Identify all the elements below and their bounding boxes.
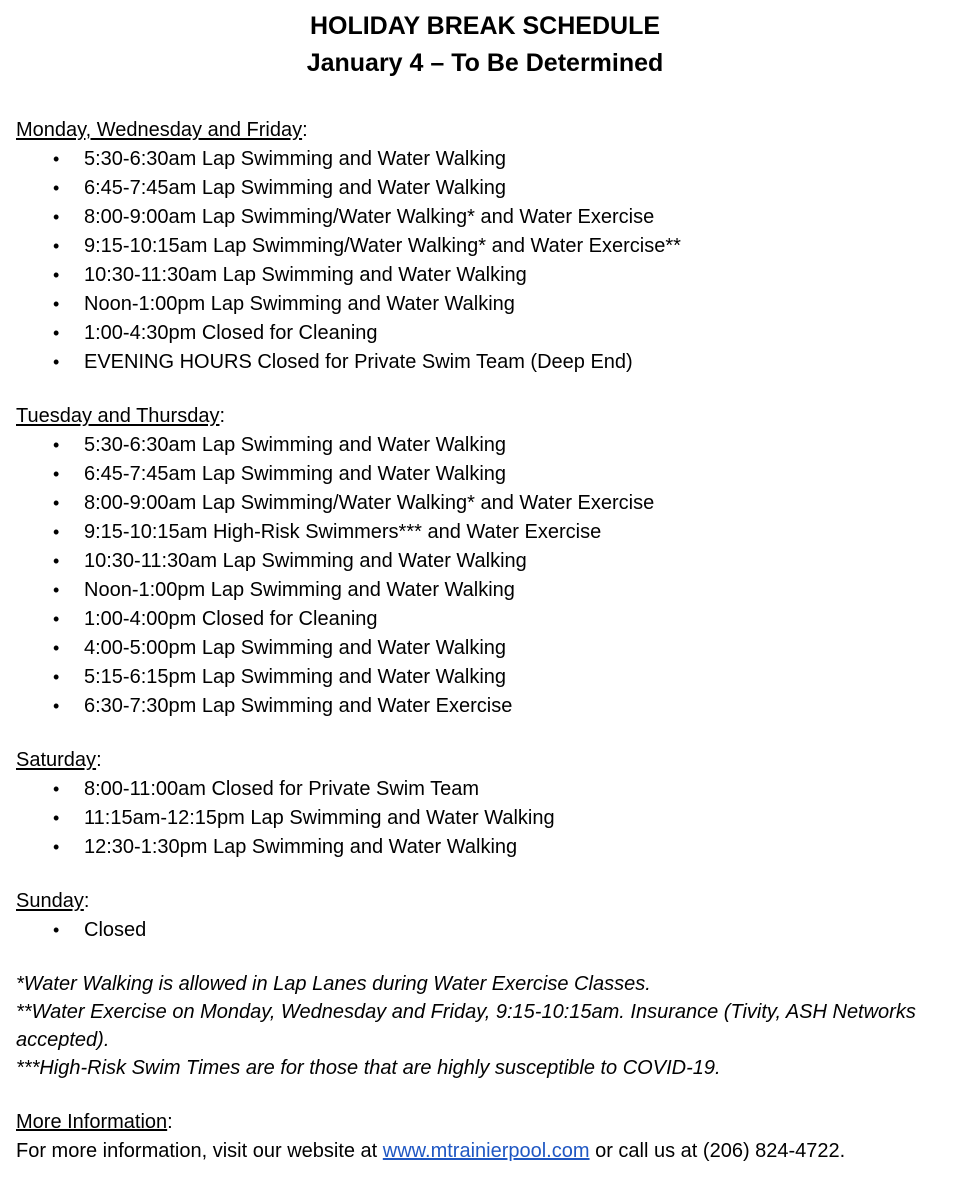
schedule-list <box>16 145 961 377</box>
schedule-item-text: Noon-1:00pm Lap Swimming and Water Walking <box>84 293 515 315</box>
schedule-item-text: 6:45-7:45am Lap Swimming and Water Walking <box>84 463 507 485</box>
schedule-item-text: 1:00-4:00pm Closed for Cleaning <box>84 608 378 630</box>
schedule-item-text: 5:15-6:15pm Lap Swimming and Water Walking <box>84 666 507 688</box>
schedule-section <box>16 402 961 721</box>
bullet-icon: • <box>53 294 60 314</box>
schedule-item <box>16 775 961 804</box>
schedule-list <box>16 431 961 721</box>
schedule-item <box>16 804 961 833</box>
bullet-icon: • <box>53 352 60 372</box>
schedule-item <box>16 261 961 290</box>
schedule-item-text: Closed <box>84 919 147 941</box>
title-date-range: January 4 – To Be Determined <box>306 49 664 77</box>
schedule-item-text: 8:00-9:00am Lap Swimming/Water Walking* and Water Exercise <box>84 206 655 228</box>
schedule-item-text: 1:00-4:30pm Closed for Cleaning <box>84 322 378 344</box>
schedule-item <box>16 232 961 261</box>
schedule-item-text: 9:15-10:15am High-Risk Swimmers*** and Water Exercise <box>84 521 602 543</box>
bullet-icon: • <box>53 265 60 285</box>
schedule-item <box>16 348 961 377</box>
bullet-icon: • <box>53 323 60 343</box>
schedule-item-text: 10:30-11:30am Lap Swimming and Water Walking <box>84 264 527 286</box>
schedule-item <box>16 692 961 721</box>
website-link[interactable]: www.mtrainierpool.com <box>382 1140 590 1162</box>
more-info-heading-colon: : <box>167 1111 173 1133</box>
schedule-item <box>16 174 961 203</box>
more-info-line <box>16 1137 961 1166</box>
section-heading-colon: : <box>96 749 102 771</box>
bullet-icon: • <box>53 609 60 629</box>
bullet-icon: • <box>53 580 60 600</box>
schedule-item-text: 9:15-10:15am Lap Swimming/Water Walking* and Water Exercise** <box>84 235 681 257</box>
schedule-item <box>16 290 961 319</box>
schedule-list <box>16 916 961 945</box>
section-heading-colon: : <box>83 890 90 912</box>
section-heading-text: Sunday <box>16 890 84 912</box>
schedule-item <box>16 319 961 348</box>
schedule-item <box>16 145 961 174</box>
more-info-text-after: or call us at (206) 824-4722. <box>589 1140 846 1162</box>
schedule-item-text: 10:30-11:30am Lap Swimming and Water Walking <box>84 550 527 572</box>
bullet-icon: • <box>53 236 60 256</box>
schedule-document <box>0 8 970 1178</box>
title-main: HOLIDAY BREAK SCHEDULE <box>309 12 661 40</box>
document-title <box>0 8 970 82</box>
more-information <box>16 1108 961 1166</box>
section-heading <box>16 402 961 431</box>
schedule-item-text: 6:30-7:30pm Lap Swimming and Water Exercise <box>84 695 513 717</box>
bullet-icon: • <box>53 149 60 169</box>
schedule-section <box>16 746 961 862</box>
footnote-high-risk: ***High-Risk Swim Times are for those that are highly susceptible to COVID-19. <box>16 1057 721 1079</box>
bullet-icon: • <box>53 638 60 658</box>
schedule-item-text: 6:45-7:45am Lap Swimming and Water Walking <box>84 177 507 199</box>
schedule-item-text: 4:00-5:00pm Lap Swimming and Water Walking <box>84 637 507 659</box>
bullet-icon: • <box>53 464 60 484</box>
footnote-water-exercise: **Water Exercise on Monday, Wednesday and Friday, 9:15-10:15am. Insurance (Tivity, ASH Networks accepted). <box>16 1001 916 1051</box>
schedule-item-text: 8:00-9:00am Lap Swimming/Water Walking* and Water Exercise <box>84 492 655 514</box>
schedule-item <box>16 489 961 518</box>
schedule-item <box>16 203 961 232</box>
schedule-item <box>16 547 961 576</box>
schedule-item <box>16 576 961 605</box>
section-heading <box>16 887 961 916</box>
bullet-icon: • <box>53 493 60 513</box>
schedule-item-text: 11:15am-12:15pm Lap Swimming and Water Walking <box>84 807 555 829</box>
schedule-item <box>16 431 961 460</box>
more-info-text-before: For more information, visit our website at <box>16 1140 383 1162</box>
schedule-sections <box>16 116 961 945</box>
bullet-icon: • <box>53 207 60 227</box>
more-info-heading-text: More Information <box>16 1111 168 1133</box>
schedule-item-text: 12:30-1:30pm Lap Swimming and Water Walking <box>84 836 518 858</box>
schedule-item <box>16 460 961 489</box>
schedule-item <box>16 663 961 692</box>
bullet-icon: • <box>53 667 60 687</box>
schedule-item <box>16 916 961 945</box>
section-heading <box>16 746 961 775</box>
footnotes <box>16 970 961 1082</box>
schedule-section <box>16 116 961 377</box>
schedule-item-text: 5:30-6:30am Lap Swimming and Water Walking <box>84 434 507 456</box>
section-heading-colon: : <box>302 119 308 141</box>
schedule-item-text: 5:30-6:30am Lap Swimming and Water Walking <box>84 148 507 170</box>
schedule-section <box>16 887 961 945</box>
bullet-icon: • <box>53 837 60 857</box>
section-heading-text: Tuesday and Thursday <box>16 405 220 427</box>
schedule-item-text: Noon-1:00pm Lap Swimming and Water Walking <box>84 579 515 601</box>
bullet-icon: • <box>53 920 60 940</box>
bullet-icon: • <box>53 779 60 799</box>
section-heading-text: Monday, Wednesday and Friday <box>16 119 303 141</box>
bullet-icon: • <box>53 522 60 542</box>
bullet-icon: • <box>53 178 60 198</box>
schedule-content <box>16 116 961 1166</box>
schedule-item-text: EVENING HOURS Closed for Private Swim Team (Deep End) <box>84 351 633 373</box>
bullet-icon: • <box>53 551 60 571</box>
schedule-item-text: 8:00-11:00am Closed for Private Swim Team <box>84 778 479 800</box>
bullet-icon: • <box>53 435 60 455</box>
more-info-heading <box>16 1108 961 1137</box>
bullet-icon: • <box>53 808 60 828</box>
section-heading-text: Saturday <box>16 749 97 771</box>
bullet-icon: • <box>53 696 60 716</box>
schedule-item <box>16 634 961 663</box>
section-heading-colon: : <box>219 405 226 427</box>
footnote-water-walking: *Water Walking is allowed in Lap Lanes during Water Exercise Classes. <box>16 973 651 995</box>
schedule-list <box>16 775 961 862</box>
schedule-item <box>16 833 961 862</box>
schedule-item <box>16 605 961 634</box>
schedule-item <box>16 518 961 547</box>
section-heading <box>16 116 961 145</box>
